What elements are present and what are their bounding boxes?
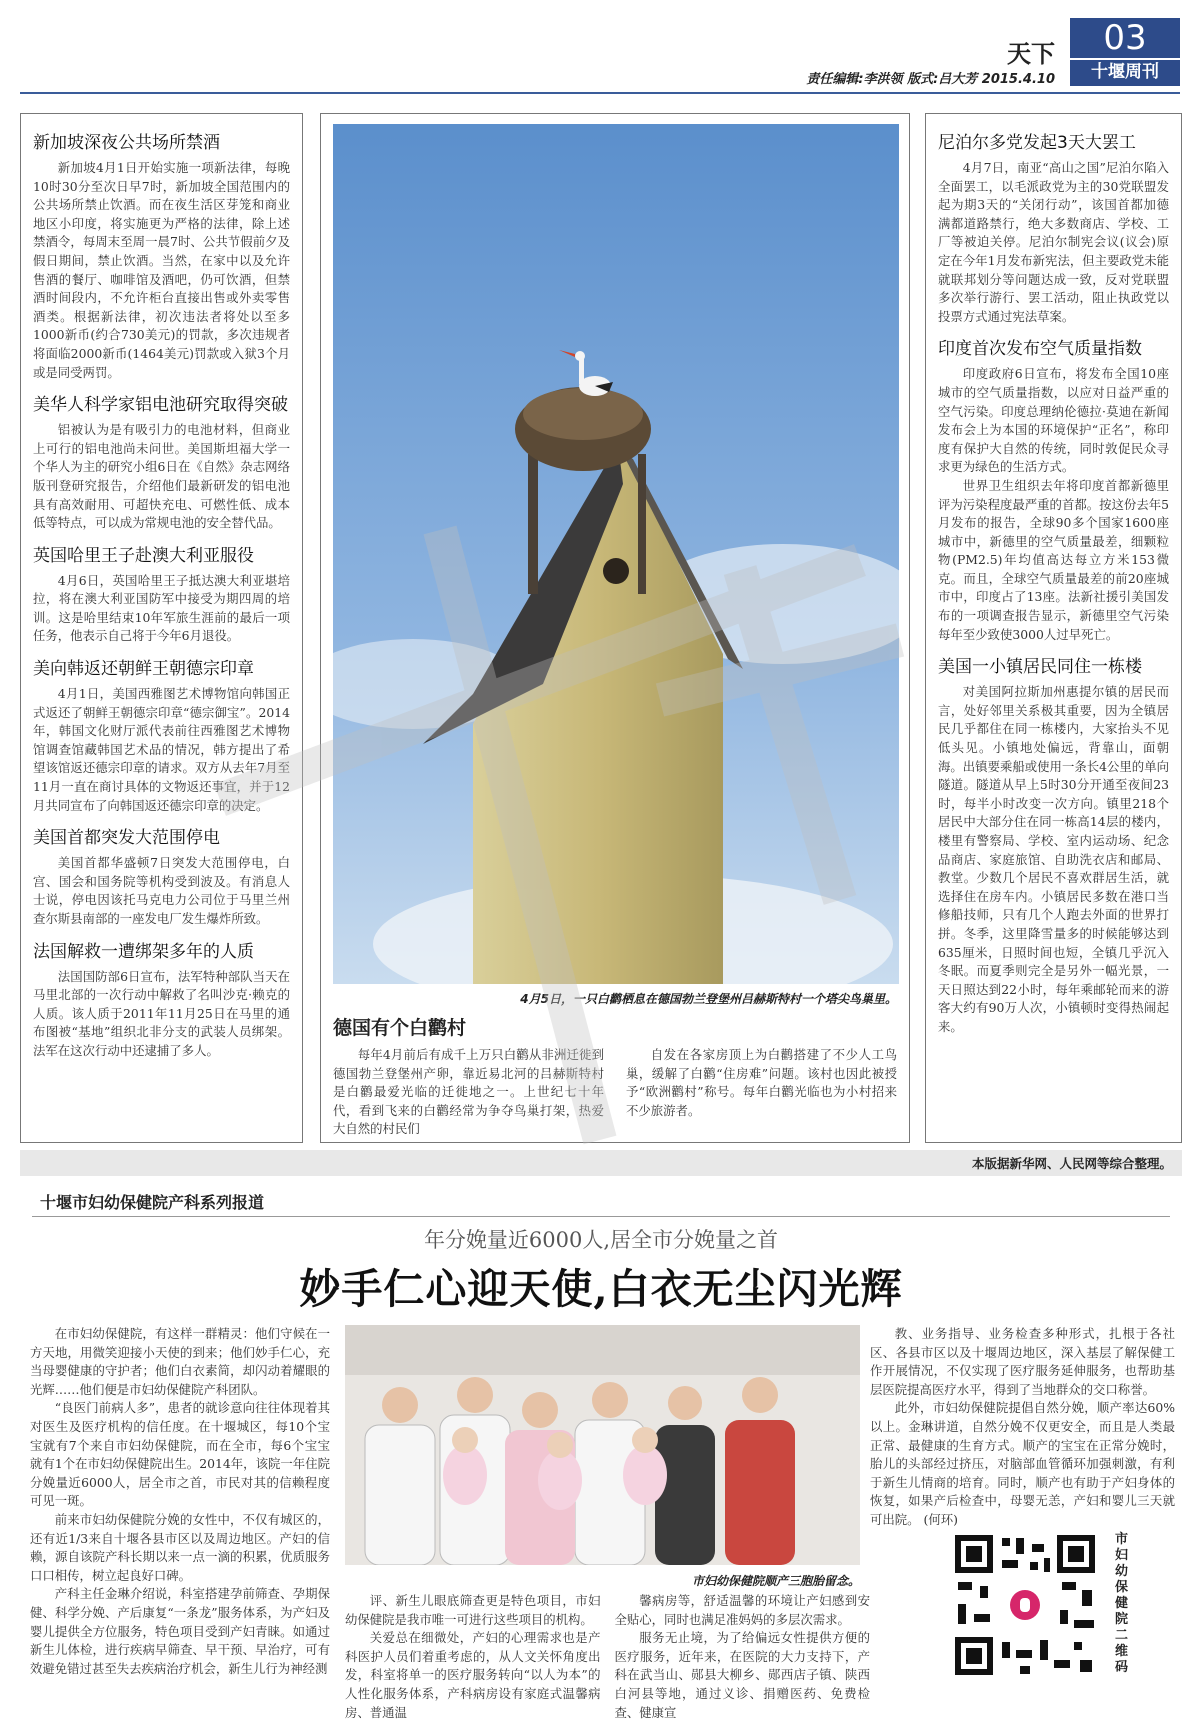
- article-body: 印度政府6日宣布，将发布全国10座城市的空气质量指数，以应对日益严重的空气污染。印度总理纳伦德拉·莫迪在新闻发布会上为本国的环境保护“正名”，称印度有保护大自然的传统，同时敦促民众寻求更为绿色的生活方式。: [938, 366, 1169, 475]
- feature-paragraph: 此外，市妇幼保健院提倡自然分娩，顺产率达60%以上。金琳讲道，自然分娩不仅更安全，而且是人类最正常、最健康的生育方式。顺产的宝宝在正常分娩时，胎儿的头部经过挤压，对脑部血管循环加强刺激，有利于新生儿情商的培育。同时，顺产也有助于产妇身体的恢复，如果产后检查中，母婴无恙，产妇和婴儿三天就可出院。 (何环): [870, 1400, 1175, 1527]
- page-number: 03: [1103, 18, 1147, 58]
- feature-left-column: [30, 1325, 330, 1678]
- header-rule: [20, 92, 1180, 94]
- news-article: [33, 541, 290, 646]
- feature-paragraph: 产科主任金琳介绍说，科室搭建孕前筛查、孕期保健、科学分娩、产后康复“一条龙”服务体系，为产妇及婴儿提供全方位服务，特色项目受到产妇青睐。如通过新生儿体检，进行疾病早筛查、早干预、早治疗，可有效避免错过甚至失去疾病治疗机会，新生儿行为神经测: [30, 1586, 330, 1676]
- article-headline: 美国一小镇居民同住一栋楼: [938, 657, 1142, 678]
- paper-name: 十堰周刊: [1070, 58, 1180, 84]
- feature-paragraph: 关爱总在细微处，产妇的心理需求也是产科医护人员们着重考虑的，从人文关怀角度出发，科室将单一的医疗服务转向“以人为本”的人性化服务体系，产科病房设有家庭式温馨病房、普通温: [345, 1630, 601, 1720]
- middle-photo-column: [320, 113, 910, 1143]
- news-article: [33, 128, 290, 382]
- article-body: 4月6日，英国哈里王子抵达澳大利亚堪培拉，将在澳大利亚国防军中接受为期四周的培训。这是哈里结束10年军旅生涯前的最后一项任务，他表示自己将于今年6月退役。: [33, 572, 290, 644]
- feature-paragraph: 评、新生儿眼底筛查更是特色项目，市妇幼保健院是我市唯一可进行这些项目的机构。: [345, 1593, 601, 1627]
- page-header: [0, 0, 1200, 95]
- feature-right-column: [870, 1325, 1175, 1530]
- triplets-group-photo: [345, 1325, 860, 1565]
- section-name: 天下: [1007, 40, 1055, 68]
- feature-paragraph: 服务无止境，为了给偏远女性提供方便的医疗服务，近年来，在医院的大力支持下，产科在武当山、郧县大柳乡、郧西店子镇、陕西白河县等地，通过义诊、捐赠医药、免费检查、健康宣: [614, 1630, 870, 1720]
- feature-paragraph: 在市妇幼保健院，有这样一群精灵：他们守候在一方天地，用微笑迎接小天使的到来；他们妙手仁心，充当母婴健康的守护者；他们白衣素简，却闪动着耀眼的光辉……他们便是市妇幼保健院产科团队。: [30, 1326, 330, 1397]
- right-news-column: [925, 113, 1182, 1143]
- article-body: 4月1日，美国西雅图艺术博物馆向韩国正式返还了朝鲜王朝德宗印章“德宗御宝”。2014年，韩国文化财厅派代表前往西雅图艺术博物馆调查馆藏韩国艺术品的情况，韩方提出了希望该馆返还德宗印章的请求。双方从去年7月至11月一直在商讨具体的文物返还事宜，并于12月共同宣布了向韩国返还德宗印章的决定。: [33, 686, 290, 813]
- stork-tower-photo: [333, 124, 899, 984]
- page-number-box: [1070, 18, 1180, 86]
- group-photo-caption: 市妇幼保健院顺产三胞胎留念。: [691, 1574, 860, 1588]
- article-body: 世界卫生组织去年将印度首都新德里评为污染程度最严重的首都。按这份去年5月发布的报告，全球90多个国家1600座城市中，新德里的空气质量最差，细颗粒物(PM2.5)年均值高达每立方米153微克。而且，全球空气质量最差的前20座城市中，印度占了13座。法新社援引美国发布的一项调查报告显示，新德里空气污染每年至少致使3000人过早死亡。: [938, 477, 1169, 642]
- feature-paragraph: 前来市妇幼保健院分娩的女性中，不仅有城区的，还有近1/3来自十堰各县市区以及周边地区。产妇的信赖，源自该院产科长期以来一点一滴的积累，优质服务口口相传，树立起良好口碑。: [30, 1511, 330, 1583]
- article-body: 4月7日，南亚“高山之国”尼泊尔陷入全面罢工，以毛派政党为主的30党联盟发起为期3天的“关闭行动”，该国首都加德满都道路禁行，绝大多数商店、学校、工厂等被迫关停。尼泊尔制宪会议(议会)原定在今年1月发布新宪法，但主要政党未能就联邦划分等问题达成一致，反对党联盟多次举行游行、罢工活动，阻止执政党以投票方式通过宪法草案。: [938, 160, 1169, 324]
- left-news-column: [20, 113, 303, 1143]
- article-body: 每年4月前后有成千上万只白鹳从非洲迁徙到德国勃兰登堡州产卵，靠近易北河的吕赫斯特村是白鹳最爱光临的迁徙地之一。上世纪七十年代，看到飞来的白鹳经常为争夺鸟巢打架，热爱大自然的村民们: [333, 1047, 604, 1137]
- feature-paragraph: “良医门前病人多”，患者的就诊意向往往体现着其对医生及医疗机构的信任度。在十堰城区，每10个宝宝就有7个来自市妇幼保健院，而在全市，每6个宝宝就有1个在市妇幼保健院出生。2014年，该院一年住院分娩量近6000人，居全市之首，市民对其的信赖程度可见一斑。: [30, 1400, 330, 1509]
- article-headline: 德国有个白鹳村: [333, 1017, 467, 1039]
- qr-code-label: 市妇幼保健院二维码: [1115, 1532, 1129, 1675]
- article-body: 美国首都华盛顿7日突发大范围停电，白宫、国会和国务院等机构受到波及。有消息人士说，停电因该托马克电力公司位于马里兰州查尔斯县南部的一座发电厂发生爆炸所致。: [33, 855, 290, 926]
- editor-credits: 责任编辑:李洪领 版式:吕大芳 2015.4.10: [806, 72, 1055, 87]
- article-headline: 印度首次发布空气质量指数: [938, 339, 1142, 360]
- article-headline: 尼泊尔多党发起3天大罢工: [938, 133, 1136, 153]
- news-article: [33, 390, 290, 533]
- news-article: [938, 128, 1169, 326]
- group-photo-illustration: [345, 1325, 860, 1565]
- article-headline: 英国哈里王子赴澳大利亚服役: [33, 545, 254, 566]
- feature-title: 妙手仁心迎天使,白衣无尘闪光辉: [299, 1265, 903, 1313]
- article-body: 新加坡4月1日开始实施一项新法律，每晚10时30分至次日早7时，新加坡全国范围内的公共场所禁止饮酒。而在夜生活区芽笼和商业地区小印度，将实施更为严格的法律，除上述禁酒令，每周末至周一晨7时、公共节假前夕及假日期间，禁止饮酒。当然，在家中以及允许售酒的餐厅、咖啡馆及酒吧，仍可饮酒，但禁酒时间段内，不允许柜台直接出售或外卖零售酒类。根据新法律，初次违法者将处以至多1000新币(约合730美元)的罚款，多次违规者将面临2000新币(1464美元)罚款或入狱3个月或是同受两罚。: [33, 160, 290, 380]
- stork-nest-illustration: [333, 124, 899, 984]
- news-article: [938, 652, 1169, 1036]
- article-headline: 新加坡深夜公共场所禁酒: [33, 133, 220, 153]
- feature-paragraph: 教、业务指导、业务检查多种形式，扎根于各社区、各县市区以及十堰周边地区，深入基层了解保健工作开展情况，不仅实现了医疗服务延伸服务，也帮助基层医院提高医疗水平，得到了当地群众的交口称誉。: [870, 1326, 1175, 1397]
- series-rule: [32, 1216, 1170, 1217]
- article-headline: 美向韩返还朝鲜王朝德宗印章: [33, 659, 254, 680]
- photo-caption: 4月5日，一只白鹳栖息在德国勃兰登堡州吕赫斯特村一个塔尖鸟巢里。: [520, 992, 897, 1006]
- news-article: [33, 654, 290, 815]
- article-headline: 美国首都突发大范围停电: [33, 828, 220, 849]
- feature-paragraph: 馨病房等，舒适温馨的环境让产妇感到安全贴心，同时也满足准妈妈的多层次需求。: [614, 1593, 870, 1627]
- article-headline: 美华人科学家铝电池研究取得突破: [33, 395, 288, 416]
- article-body: 法国国防部6日宣布，法军特种部队当天在马里北部的一次行动中解救了名叫沙克·赖克的人质。该人质于2011年11月25日在马里的通布图被“基地”组织北非分支的武装人员绑架。法军在这次行动中还逮捕了多人。: [33, 968, 290, 1058]
- article-two-columns: [333, 1046, 897, 1139]
- article-body: 自发在各家房顶上为白鹳搭建了不少人工鸟巢，缓解了白鹳“住房难”问题。该村也因此被授予“欧洲鹳村”称号。每年白鹳光临也为小村招来不少旅游者。: [626, 1047, 897, 1118]
- news-article: [33, 937, 290, 1061]
- article-body: 对美国阿拉斯加州惠提尔镇的居民而言，处好邻里关系极其重要，因为全镇居民几乎都住在同一栋楼内，大家抬头不见低头见。小镇地处偏远，背靠山，面朝海。出镇要乘船或使用一条长4公里的单向隧道。隧道从早上5时30分开通至夜间23时，每半小时改变一次方向。镇里218个居民中大部分住在同一栋高14层的楼内，楼里有警察局、学校、室内运动场、纪念品商店、家庭旅馆、自助洗衣店和邮局、教堂。少数几个居民不喜欢群居生活，就选择住在房车内。小镇居民多数在港口当修船技师，只有几个人跑去外面的世界打拼。冬季，这里降雪量多的时候能够达到635厘米，日照时间也短，全镇几乎沉入冬眠。而夏季则完全是另外一幅光景，一天日照达到22小时，每年乘邮轮而来的游客大约有90万人次，小镇顿时变得热闹起来。: [938, 684, 1169, 1034]
- feature-bottom-columns: [345, 1592, 870, 1722]
- article-body: 铝被认为是有吸引力的电池材料，但商业上可行的铝电池尚未问世。美国斯坦福大学一个华人为主的研究小组6日在《自然》杂志网络版刊登研究报告，介绍他们最新研发的铝电池具有高效耐用、可超快充电、可燃性低、成本低等特点，可以成为常规电池的安全替代品。: [33, 422, 290, 531]
- qr-code[interactable]: [950, 1530, 1100, 1680]
- news-article: [33, 823, 290, 928]
- news-article: [938, 334, 1169, 644]
- source-note: 本版据新华网、人民网等综合整理。: [20, 1150, 1182, 1176]
- feature-subtitle: 年分娩量近6000人,居全市分娩量之首: [423, 1228, 779, 1252]
- hospital-feature: [20, 1180, 1182, 1726]
- series-label: 十堰市妇幼保健院产科系列报道: [40, 1193, 265, 1212]
- article-headline: 法国解救一遭绑架多年的人质: [33, 941, 254, 962]
- qr-code-icon: [950, 1530, 1100, 1680]
